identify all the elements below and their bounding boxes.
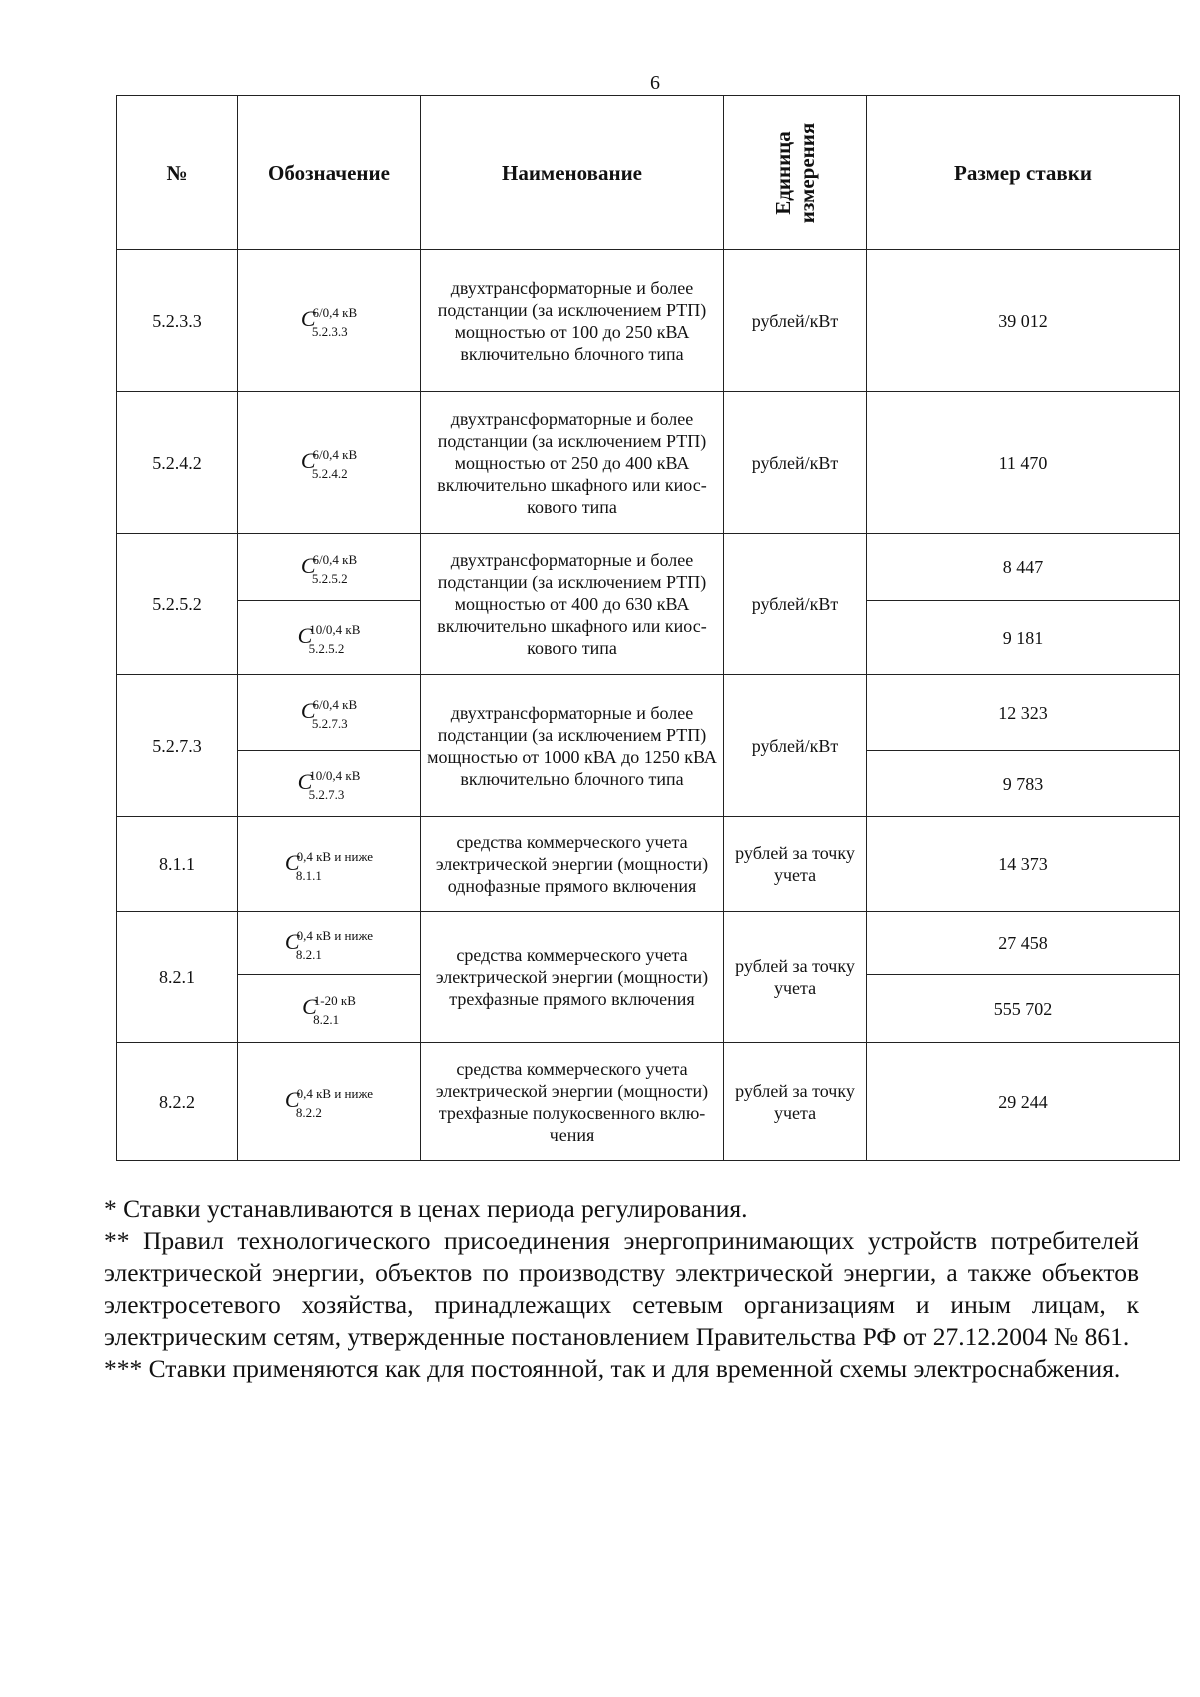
item-name: двухтрансформаторные и более подстанции (за исключением РТП) мощностью от 250 до 400 кВА включительно шкафного или киос-кового типа <box>421 392 724 534</box>
rate-symbol <box>302 993 356 1027</box>
designation-cell <box>238 751 421 817</box>
rate-symbol-subscript: 5.2.5.2 <box>311 570 348 586</box>
table-row <box>117 534 1180 601</box>
header-unit-line2: измерения <box>795 122 819 223</box>
page-number: 6 <box>650 72 660 94</box>
item-name: двухтрансформаторные и более подстанции (за исключением РТП) мощностью от 1000 кВА до 1250 кВА включительно блочного типа <box>421 675 724 817</box>
rate-symbol <box>284 927 374 962</box>
rate-symbol-subscript: 5.2.4.2 <box>311 466 348 481</box>
header-rate: Размер ставки <box>867 96 1180 250</box>
footnotes <box>104 1193 1139 1385</box>
row-number: 8.1.1 <box>117 817 238 912</box>
rate-symbol <box>300 447 358 481</box>
unit-cell: рублей за точку учета <box>724 912 867 1043</box>
rate-value: 9 181 <box>867 601 1180 675</box>
rate-value: 39 012 <box>867 250 1180 392</box>
rate-symbol-subscript: 5.2.3.3 <box>311 324 348 339</box>
rate-symbol-superscript: 6/0,4 кВ <box>312 447 358 462</box>
item-name: средства коммерческого учета электрической энергии (мощности) однофазные прямого включения <box>421 817 724 912</box>
rate-symbol-letter: C <box>284 928 300 954</box>
rate-symbol-superscript: 0,4 кВ и ниже <box>296 1086 374 1101</box>
rate-symbol-letter: C <box>300 552 316 578</box>
rate-symbol <box>300 697 358 731</box>
rate-value: 555 702 <box>867 975 1180 1043</box>
table-header-row <box>117 96 1180 250</box>
rate-symbol-letter: C <box>300 698 316 723</box>
row-number: 8.2.1 <box>117 912 238 1043</box>
rate-symbol-letter: C <box>297 769 313 794</box>
rate-symbol-letter: C <box>302 994 317 1019</box>
rate-symbol-superscript: 6/0,4 кВ <box>312 305 358 320</box>
header-unit-vertical <box>771 122 819 222</box>
rate-value: 27 458 <box>867 912 1180 975</box>
rate-symbol-letter: C <box>300 306 316 331</box>
rate-symbol <box>300 305 358 339</box>
row-number: 5.2.7.3 <box>117 675 238 817</box>
header-name: Наименование <box>421 96 724 250</box>
designation-cell <box>238 912 421 975</box>
row-number: 5.2.3.3 <box>117 250 238 392</box>
table-row <box>117 817 1180 912</box>
header-unit <box>724 96 867 250</box>
rates-table <box>116 95 1180 1161</box>
item-name: двухтрансформаторные и более подстанции (за исключением РТП) мощностью от 100 до 250 кВА включительно блочного типа <box>421 250 724 392</box>
designation-cell <box>238 392 421 534</box>
designation-cell <box>238 817 421 912</box>
rate-value: 29 244 <box>867 1043 1180 1161</box>
rate-symbol-letter: C <box>297 623 313 648</box>
rate-value: 11 470 <box>867 392 1180 534</box>
rate-symbol-subscript: 8.2.2 <box>295 1105 322 1120</box>
rate-symbol-subscript: 8.2.1 <box>313 1012 340 1027</box>
rate-symbol-letter: C <box>300 448 316 473</box>
designation-cell <box>238 601 421 675</box>
row-number: 5.2.5.2 <box>117 534 238 675</box>
unit-cell: рублей за точку учета <box>724 1043 867 1161</box>
rate-symbol-superscript: 1-20 кВ <box>313 993 356 1008</box>
designation-cell <box>238 250 421 392</box>
rate-symbol-superscript: 6/0,4 кВ <box>312 551 358 567</box>
rate-symbol-subscript: 5.2.7.3 <box>308 787 345 802</box>
rate-symbol-superscript: 10/0,4 кВ <box>309 768 361 783</box>
header-no: № <box>117 96 238 250</box>
header-designation: Обозначение <box>238 96 421 250</box>
unit-cell: рублей/кВт <box>724 675 867 817</box>
rate-value: 14 373 <box>867 817 1180 912</box>
rate-symbol-subscript: 8.1.1 <box>295 867 322 883</box>
item-name: средства коммерческого учета электрической энергии (мощности) трехфазные полукосвенного вклю-чения <box>421 1043 724 1161</box>
table-row <box>117 912 1180 975</box>
footnote-2: ** Правил технологического присоединения энергопринимающих устройств потребителей электрической энергии, объектов по производству электрической энергии, а также объектов электросетевого хозяйства, принадлежащих сетевым организациям и иным лицам, к электрическим сетям, утвержденные постановлением Правительства РФ от 27.12.2004 № 861. <box>104 1226 1139 1351</box>
rate-symbol-letter: C <box>284 849 300 875</box>
designation-cell <box>238 534 421 601</box>
item-name: средства коммерческого учета электрической энергии (мощности) трехфазные прямого включения <box>421 912 724 1043</box>
row-number: 8.2.2 <box>117 1043 238 1161</box>
unit-cell: рублей за точку учета <box>724 817 867 912</box>
rate-symbol-subscript: 8.2.1 <box>295 946 322 962</box>
rate-symbol <box>297 622 361 656</box>
rate-symbol-letter: C <box>284 1087 300 1112</box>
rate-symbol-superscript: 6/0,4 кВ <box>312 697 358 712</box>
rate-value: 12 323 <box>867 675 1180 751</box>
table-row <box>117 675 1180 751</box>
rate-symbol <box>284 1086 374 1120</box>
row-number: 5.2.4.2 <box>117 392 238 534</box>
rate-value: 9 783 <box>867 751 1180 817</box>
designation-cell <box>238 1043 421 1161</box>
unit-cell: рублей/кВт <box>724 250 867 392</box>
rate-symbol-superscript: 0,4 кВ и ниже <box>296 927 374 943</box>
rate-value: 8 447 <box>867 534 1180 601</box>
rate-symbol-subscript: 5.2.7.3 <box>311 716 348 731</box>
rate-symbol <box>284 848 374 883</box>
rate-symbol <box>297 768 361 802</box>
unit-cell: рублей/кВт <box>724 534 867 675</box>
table-row <box>117 1043 1180 1161</box>
designation-cell <box>238 675 421 751</box>
rate-symbol-superscript: 0,4 кВ и ниже <box>296 848 374 864</box>
rate-symbol <box>300 551 358 586</box>
table-row <box>117 250 1180 392</box>
footnote-1: * Ставки устанавливаются в ценах периода регулирования. <box>104 1194 748 1223</box>
header-unit-line1: Единица <box>771 130 795 215</box>
unit-cell: рублей/кВт <box>724 392 867 534</box>
rate-symbol-subscript: 5.2.5.2 <box>308 641 345 656</box>
item-name: двухтрансформаторные и более подстанции (за исключением РТП) мощностью от 400 до 630 кВА включительно шкафного или киос-кового типа <box>421 534 724 675</box>
rate-symbol-superscript: 10/0,4 кВ <box>309 622 361 637</box>
footnote-3: *** Ставки применяются как для постоянной, так и для временной схемы электроснабжения. <box>104 1354 1121 1383</box>
table-row <box>117 392 1180 534</box>
table-body <box>117 250 1180 1161</box>
designation-cell <box>238 975 421 1043</box>
